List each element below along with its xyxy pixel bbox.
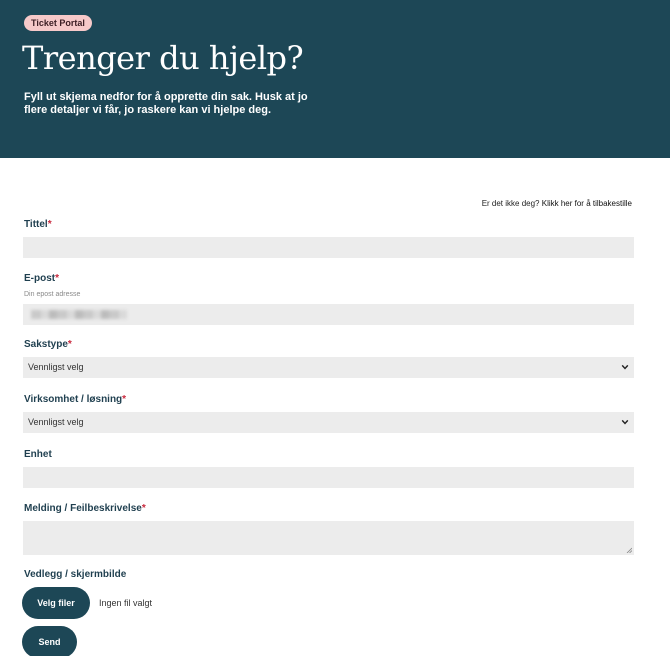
- title-label-text: Tittel: [24, 219, 48, 230]
- reset-user-notice: [482, 199, 632, 208]
- title-input[interactable]: [23, 237, 634, 258]
- email-label: [24, 273, 59, 284]
- reset-prefix: Er det ikke deg?: [481, 199, 540, 208]
- required-mark: *: [122, 394, 127, 405]
- hero-header: [0, 0, 670, 158]
- unit-label-text: Enhet: [24, 449, 52, 460]
- business-label-text: Virksomhet / løsning: [24, 394, 123, 405]
- chevron-down-icon: [621, 363, 629, 371]
- email-value-redacted: [31, 310, 127, 319]
- required-mark: *: [47, 219, 52, 230]
- resize-handle-icon[interactable]: [626, 547, 632, 553]
- send-button[interactable]: Send: [22, 626, 77, 656]
- message-label: [24, 503, 146, 514]
- page-title: Trenger du hjelp?: [22, 39, 304, 77]
- case-type-selected: Vennligst velg: [28, 362, 84, 372]
- message-textarea[interactable]: [23, 521, 634, 555]
- business-selected: Vennligst velg: [28, 417, 84, 427]
- intro-text: Fyll ut skjema nedfor for å opprette din sak. Husk at jo flere detaljer vi får, jo raskere kan vi hjelpe deg.: [24, 91, 308, 116]
- required-mark: *: [141, 503, 146, 514]
- business-select[interactable]: [23, 412, 634, 433]
- case-type-label-text: Sakstype: [24, 339, 68, 350]
- no-file-chosen-text: Ingen fil valgt: [99, 598, 153, 608]
- required-mark: *: [67, 339, 72, 350]
- unit-label: [24, 449, 52, 460]
- required-mark: *: [55, 273, 60, 284]
- message-label-text: Melding / Feilbeskrivelse: [24, 503, 142, 514]
- case-type-select[interactable]: [23, 357, 634, 378]
- choose-files-button[interactable]: Velg filer: [22, 587, 90, 619]
- attachment-label: [24, 569, 126, 580]
- reset-link[interactable]: Klikk her for å tilbakestille: [541, 199, 632, 208]
- attachment-label-text: Vedlegg / skjermbilde: [24, 569, 127, 580]
- unit-input[interactable]: [23, 467, 634, 488]
- email-field[interactable]: [23, 304, 634, 325]
- email-label-text: E-post: [24, 273, 56, 284]
- case-type-label: [24, 339, 72, 350]
- chevron-down-icon: [621, 418, 629, 426]
- email-hint: Din epost adresse: [24, 291, 81, 298]
- ticket-portal-badge: Ticket Portal: [24, 15, 92, 31]
- business-label: [24, 394, 126, 405]
- title-label: [24, 219, 52, 230]
